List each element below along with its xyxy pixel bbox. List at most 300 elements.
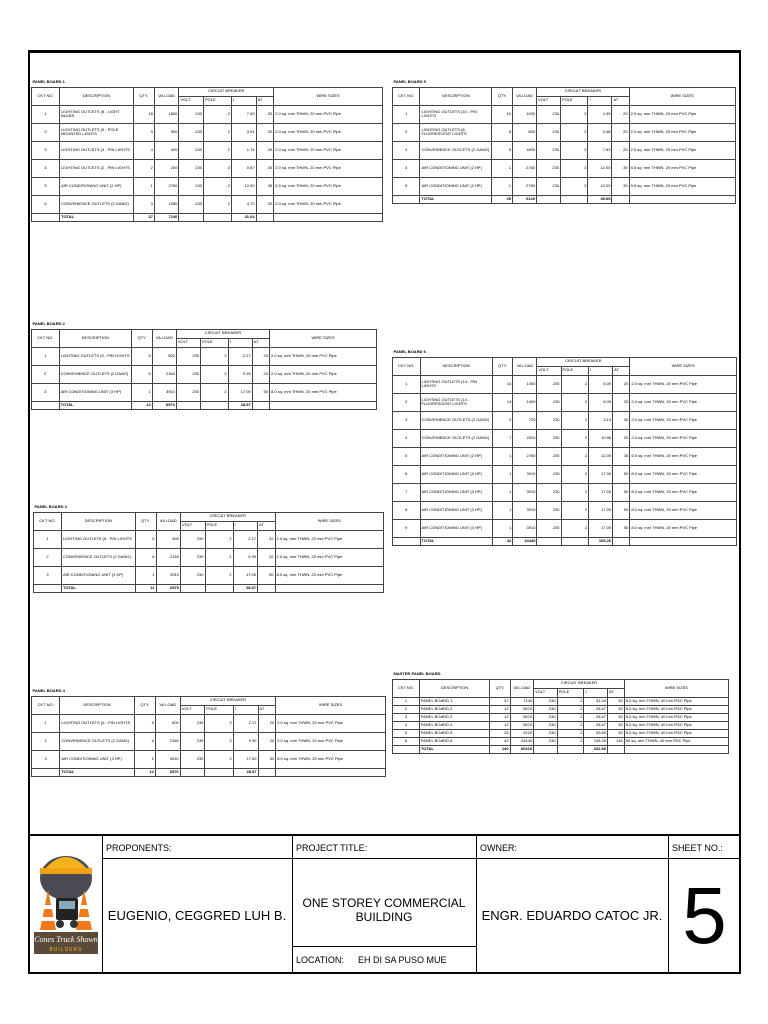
header-description: DESCRIPTION	[420, 357, 492, 375]
va-load: 6570	[510, 713, 534, 721]
qty: 1	[135, 566, 156, 584]
table-row	[34, 548, 384, 566]
description: LIGHTING OUTLETS (9 - POLE MOUNTED LIGHTS	[60, 123, 134, 141]
logo-name: Cones Truck Shown	[34, 935, 98, 944]
pole: 2	[205, 548, 233, 566]
at: 50	[608, 705, 625, 713]
at: 35	[256, 177, 274, 195]
total-blank	[32, 768, 60, 776]
total-blank	[32, 401, 60, 409]
current: 3.48	[588, 123, 612, 141]
volt: 230	[179, 159, 204, 177]
description: PANEL BOARD 1	[419, 697, 490, 705]
table-row	[32, 177, 383, 195]
wire-size: 5.5 sq. mm THWN, 20 mm PVC Pipe	[629, 159, 735, 177]
va-load: 720	[513, 411, 537, 429]
wire-size: 8.0 sq. mm THWN, 20 mm PVC Pipe	[630, 465, 737, 483]
ckt-no: 2	[32, 732, 60, 750]
total-blank	[276, 768, 386, 776]
total-current: 262.66	[584, 745, 608, 753]
total-blank	[537, 195, 561, 203]
proponents-cell	[102, 836, 292, 972]
description: AIR CONDITIONING UNIT (2 HP)	[420, 177, 492, 195]
total-blank	[258, 584, 276, 592]
current: 6.09	[589, 393, 613, 411]
pole: 2	[561, 141, 588, 159]
volt: 230	[537, 501, 561, 519]
owner-cell	[476, 836, 668, 972]
wire-size: 50 sq. mm THWN, 40 mm RSC Pipe	[624, 737, 728, 745]
header-ckt: CKT NO.	[32, 329, 60, 347]
total-blank	[205, 768, 233, 776]
va-load: 2160	[155, 732, 180, 750]
current: 1.74	[232, 141, 257, 159]
at: 35	[612, 177, 629, 195]
va-load: 400	[154, 141, 179, 159]
wire-size: 8.0 sq. mm THWN, 40 mm RSC Pipe	[624, 705, 728, 713]
table-row	[393, 519, 737, 537]
qty: 1	[492, 483, 513, 501]
pole: 2	[561, 105, 588, 123]
total-blank	[630, 537, 737, 545]
header-i: I	[228, 338, 252, 347]
ckt-no: 2	[32, 123, 60, 141]
wire-size: 8.0 sq. mm THWN, 20 mm PVC Pipe	[630, 519, 737, 537]
total-blank	[181, 584, 206, 592]
current: 28.57	[584, 705, 608, 713]
total-current: 28.57	[233, 768, 258, 776]
panel-title: PANEL BOARD 4	[32, 688, 65, 694]
at: 20	[252, 347, 269, 365]
table-row	[393, 697, 729, 705]
ckt-no: 2	[32, 365, 60, 383]
header-va-load: VA LOAD	[156, 512, 181, 530]
pole: 2	[203, 195, 231, 213]
panel-table	[31, 687, 386, 777]
wire-size: 2.0 sq. mm THWN, 20 mm PVC Pipe	[274, 159, 383, 177]
title-block-divider	[102, 858, 741, 859]
pole: 2	[205, 750, 233, 768]
current: 7.83	[232, 105, 257, 123]
total-blank	[612, 195, 629, 203]
description: AIR CONDITIONING UNIT (3 HP)	[59, 383, 131, 401]
va-load: 3910	[513, 483, 537, 501]
total-blank	[258, 768, 276, 776]
at: 35	[612, 159, 629, 177]
table-row	[32, 714, 386, 732]
total-blank	[561, 537, 589, 545]
total-qty: 140	[490, 745, 510, 753]
panel-title: PANEL BOARD 2	[32, 321, 65, 327]
total-blank	[180, 768, 205, 776]
header-volt: VOLT	[179, 96, 204, 105]
at: 20	[258, 530, 276, 548]
table-row	[32, 159, 383, 177]
header-i: I	[589, 366, 613, 375]
panel-title: PANEL BOARD 6	[393, 349, 426, 355]
header-qty: QTY.	[135, 512, 156, 530]
panel-table	[31, 320, 377, 410]
table-row	[393, 375, 737, 393]
total-va: 7140	[154, 213, 179, 221]
volt: 230	[537, 123, 561, 141]
total-row	[32, 768, 386, 776]
volt: 230	[181, 566, 206, 584]
description: LIGHTING OUTLETS (4 - PIN LIGHTS	[60, 141, 134, 159]
current: 31.04	[584, 697, 608, 705]
pole: 2	[205, 714, 233, 732]
header-qty: QTY.	[492, 87, 513, 105]
panel-title: PANEL BOARD 5	[393, 79, 426, 85]
header-wire-sizes: WIRE SIZES	[276, 696, 386, 714]
total-blank	[557, 745, 584, 753]
va-load: 2760	[513, 447, 537, 465]
wire-size: 2.0 sq. mm THWN, 20 mm PVC Pipe	[270, 347, 377, 365]
qty: 4	[133, 141, 154, 159]
ckt-no: 3	[32, 750, 60, 768]
qty: 1	[133, 177, 154, 195]
qty: 1	[492, 465, 513, 483]
total-blank	[270, 401, 377, 409]
qty: 12	[490, 713, 510, 721]
table-row	[393, 159, 736, 177]
header-at: AT	[258, 521, 276, 530]
description: AIR CONDITIONING UNIT (2 HP)	[420, 159, 492, 177]
volt: 230	[537, 159, 561, 177]
volt: 230	[181, 530, 206, 548]
total-qty: 25	[492, 195, 513, 203]
wire-size: 2.0 sq. mm THWN, 20 mm PVC Pipe	[274, 195, 383, 213]
pole: 2	[557, 705, 584, 713]
va-load: 900	[154, 123, 179, 141]
wire-size: 2.0 sq. mm THWN, 20 mm PVC Pipe	[630, 429, 737, 447]
volt: 230	[534, 729, 558, 737]
header-wire-sizes: WIRE SIZES	[624, 679, 728, 697]
total-blank	[203, 213, 231, 221]
pole: 2	[203, 123, 231, 141]
total-current: 31.04	[232, 213, 257, 221]
total-blank	[205, 584, 233, 592]
qty: 1	[134, 750, 155, 768]
va-load: 3910	[152, 383, 176, 401]
wire-size: 8.0 sq. mm THWN, 40 mm RSC Pipe	[624, 713, 728, 721]
current: 7.83	[588, 141, 612, 159]
total-blank	[629, 195, 735, 203]
va-load: 1400	[513, 375, 537, 393]
va-load: 2160	[152, 365, 176, 383]
header-qty: QTY.	[134, 696, 155, 714]
volt: 230	[534, 721, 558, 729]
total-label: TOTAL	[420, 195, 492, 203]
description: CONVENIENCE OUTLETS (3 GANG)	[60, 195, 134, 213]
description: PANEL BOARD 3	[419, 713, 490, 721]
description: PANEL BOARD 4	[419, 721, 490, 729]
total-label: TOTAL	[60, 213, 134, 221]
ckt-no: 2	[393, 123, 420, 141]
table-row	[393, 393, 737, 411]
volt: 230	[537, 465, 561, 483]
table-row	[393, 141, 736, 159]
ckt-no: 3	[34, 566, 62, 584]
at: 50	[252, 383, 269, 401]
description: AIR CONDITIONING UNIT (2 HP)	[420, 447, 492, 465]
qty: 7	[492, 429, 513, 447]
volt: 230	[537, 519, 561, 537]
pole: 2	[561, 375, 589, 393]
va-load: 1800	[154, 105, 179, 123]
ckt-no: 3	[393, 411, 421, 429]
wire-size: 2.0 sq. mm THWN, 20 mm PVC Pipe	[630, 393, 737, 411]
qty: 5	[132, 347, 153, 365]
volt: 230	[534, 697, 558, 705]
description: PANEL BOARD 2	[419, 705, 490, 713]
qty: 5	[134, 714, 155, 732]
current: 3.13	[589, 411, 613, 429]
pole: 2	[557, 721, 584, 729]
va-load: 2760	[513, 177, 537, 195]
description: AIR CONDITIONING UNIT (2 HP)	[60, 177, 134, 195]
wire-size: 2.0 sq. mm THWN, 20 mm PVC Pipe	[276, 714, 386, 732]
wire-size: 2.0 sq. mm THWN, 20 mm PVC Pipe	[275, 548, 384, 566]
current: 12.00	[588, 177, 612, 195]
pole: 2	[561, 393, 589, 411]
total-row	[32, 213, 383, 221]
total-label: TOTAL	[419, 745, 490, 753]
total-qty: 12	[135, 584, 156, 592]
header-ckt: CKT NO.	[393, 87, 420, 105]
ckt-no: 2	[393, 393, 421, 411]
table-row	[393, 721, 729, 729]
at: 50	[613, 483, 630, 501]
volt: 230	[179, 105, 204, 123]
volt: 230	[534, 705, 558, 713]
header-pole: POLE	[201, 338, 229, 347]
pole: 2	[205, 530, 233, 548]
table-row	[393, 483, 737, 501]
va-load: 1400	[513, 393, 537, 411]
description: AIR CONDITIONING UNIT (3 HP)	[420, 465, 492, 483]
owner-label: OWNER:	[480, 843, 517, 853]
header-circuit-breaker: CIRCUIT BREAKER	[180, 696, 276, 705]
pole: 2	[205, 566, 233, 584]
header-pole: POLE	[203, 96, 231, 105]
description: CONVENIENCE OUTLETS (2 GANG)	[420, 429, 492, 447]
header-volt: VOLT	[537, 366, 561, 375]
header-qty: QTY.	[133, 87, 154, 105]
qty: 8	[492, 123, 513, 141]
total-blank	[613, 537, 630, 545]
total-label: TOTAL	[420, 537, 492, 545]
current: 28.57	[584, 713, 608, 721]
description: LIGHTING OUTLETS (2 - PIN LIGHTS	[60, 159, 134, 177]
table-row	[32, 195, 383, 213]
table-row	[393, 713, 729, 721]
header-i: I	[584, 688, 608, 697]
ckt-no: 3	[393, 713, 420, 721]
total-row	[393, 745, 729, 753]
header-va-load: VA LOAD	[513, 87, 537, 105]
table-row	[32, 383, 377, 401]
current: 9.39	[233, 732, 258, 750]
va-load: 3910	[513, 501, 537, 519]
volt: 230	[179, 141, 204, 159]
qty: 6	[135, 548, 156, 566]
panel-title: MASTER PANEL BOARD	[393, 671, 441, 677]
table-row	[32, 347, 377, 365]
volt: 230	[537, 105, 561, 123]
header-pole: POLE	[561, 96, 588, 105]
panel-table	[392, 670, 729, 754]
description: AIR CONDITIONING UNIT (3 HP)	[420, 501, 492, 519]
header-pole: POLE	[205, 705, 233, 714]
wire-size: 5.5 sq. mm THWN, 20 mm PVC Pipe	[630, 447, 737, 465]
wire-size: 5.5 sq. mm THWN, 20 mm PVC Pipe	[629, 177, 735, 195]
volt: 230	[179, 195, 204, 213]
current: 39.65	[584, 729, 608, 737]
header-volt: VOLT	[534, 688, 558, 697]
location-divider	[292, 946, 476, 947]
ckt-no: 5	[393, 729, 420, 737]
va-load: 2160	[156, 548, 181, 566]
description: LIGHTING OUTLETS (8 - FLUORESCENT LIGHTS	[420, 123, 492, 141]
owner-value: ENGR. EDUARDO CATOC JR.	[481, 908, 663, 923]
va-load: 200	[154, 159, 179, 177]
ckt-no: 1	[393, 375, 421, 393]
header-circuit-breaker: CIRCUIT BREAKER	[176, 329, 269, 338]
at: 20	[612, 105, 629, 123]
at: 20	[612, 141, 629, 159]
header-qty: QTY.	[490, 679, 510, 697]
total-va: 6570	[155, 768, 180, 776]
header-pole: POLE	[557, 688, 584, 697]
table-row	[32, 732, 386, 750]
total-blank	[393, 537, 421, 545]
qty: 14	[492, 393, 513, 411]
at: 50	[608, 729, 625, 737]
at: 50	[608, 721, 625, 729]
qty: 12	[490, 705, 510, 713]
qty: 42	[490, 737, 510, 745]
pole: 2	[201, 347, 229, 365]
header-description: DESCRIPTION	[60, 696, 134, 714]
wire-size: 8.0 sq. mm THWN, 20 mm PVC Pipe	[270, 383, 377, 401]
current: 10.96	[589, 429, 613, 447]
volt: 230	[180, 732, 205, 750]
header-ckt: CKT NO.	[393, 679, 420, 697]
header-circuit-breaker: CIRCUIT BREAKER	[537, 357, 630, 366]
description: CONVENIENCE OUTLETS (2 GANG)	[420, 411, 492, 429]
at: 145	[608, 737, 625, 745]
description: LIGHTING OUTLETS (5 - PIN LIGHTS	[60, 714, 134, 732]
header-volt: VOLT	[176, 338, 200, 347]
table-row	[32, 365, 377, 383]
table-row	[32, 123, 383, 141]
total-blank	[32, 213, 60, 221]
panel-table	[392, 78, 736, 204]
wire-size: 2.0 sq. mm THWN, 20 mm PVC Pipe	[630, 375, 737, 393]
total-current: 28.57	[228, 401, 252, 409]
total-blank	[561, 195, 588, 203]
total-label: TOTAL	[60, 768, 134, 776]
qty: 37	[490, 697, 510, 705]
total-current: 39.65	[588, 195, 612, 203]
wire-size: 2.0 sq. mm THWN, 20 mm PVC Pipe	[630, 411, 737, 429]
header-va-load: VA LOAD	[152, 329, 176, 347]
ckt-no: 5	[393, 177, 420, 195]
table-row	[393, 465, 737, 483]
description: PANEL BOARD 6	[419, 737, 490, 745]
volt: 230	[537, 393, 561, 411]
title-block	[28, 834, 741, 974]
description: AIR CONDITIONING UNIT (3 HP)	[420, 519, 492, 537]
header-at: AT	[608, 688, 625, 697]
qty: 3	[133, 195, 154, 213]
table-row	[393, 705, 729, 713]
total-blank	[256, 213, 274, 221]
volt: 230	[537, 375, 561, 393]
proponents-value: EUGENIO, CEGGRED LUH B.	[107, 908, 287, 923]
header-pole: POLE	[205, 521, 233, 530]
qty: 5	[492, 141, 513, 159]
pole: 2	[557, 713, 584, 721]
description: LIGHTING OUTLETS (5 - PIN LIGHTS	[59, 347, 131, 365]
header-qty: QTY.	[492, 357, 513, 375]
company-logo	[30, 840, 102, 972]
wire-size: 2.0 sq. mm THWN, 20 mm PVC Pipe	[276, 732, 386, 750]
current: 3.91	[232, 123, 257, 141]
wire-size: 2.0 sq. mm THWN, 20 mm PVC Pipe	[274, 141, 383, 159]
panel-table	[33, 503, 384, 593]
current: 2.17	[233, 714, 258, 732]
table-row	[32, 750, 386, 768]
volt: 230	[537, 429, 561, 447]
qty: 25	[490, 729, 510, 737]
current: 17.00	[589, 501, 613, 519]
total-va: 6570	[152, 401, 176, 409]
va-load: 2520	[513, 429, 537, 447]
volt: 230	[176, 347, 200, 365]
wire-size: 8.0 sq. mm THWN, 20 mm PVC Pipe	[630, 483, 737, 501]
total-label: TOTAL	[62, 584, 136, 592]
total-current: 28.57	[233, 584, 258, 592]
pole: 2	[557, 737, 584, 745]
wire-size: 2.0 sq. mm THWN, 20 mm PVC Pipe	[270, 365, 377, 383]
header-ckt: CKT NO.	[32, 696, 60, 714]
va-load: 6570	[510, 721, 534, 729]
volt: 230	[180, 714, 205, 732]
pole: 2	[205, 732, 233, 750]
header-i: I	[232, 96, 257, 105]
total-row	[393, 537, 737, 545]
header-volt: VOLT	[181, 521, 206, 530]
total-qty: 42	[492, 537, 513, 545]
current: 6.09	[589, 375, 613, 393]
wire-size: 2.0 sq. mm THWN, 20 mm PVC Pipe	[275, 530, 384, 548]
current: 17.00	[589, 519, 613, 537]
at: 20	[256, 141, 274, 159]
header-circuit-breaker: CIRCUIT BREAKER	[179, 87, 274, 96]
ckt-no: 9	[393, 519, 421, 537]
ckt-no: 5	[393, 447, 421, 465]
pole: 2	[561, 177, 588, 195]
wire-size: 8.0 sq. mm THWN, 20 mm PVC Pipe	[630, 501, 737, 519]
header-wire-sizes: WIRE SIZES	[630, 357, 737, 375]
total-qty: 37	[133, 213, 154, 221]
total-current: 106.26	[589, 537, 613, 545]
wire-size: 8.0 sq. mm THWN, 20 mm PVC Pipe	[276, 750, 386, 768]
va-load: 500	[152, 347, 176, 365]
total-blank	[274, 213, 383, 221]
